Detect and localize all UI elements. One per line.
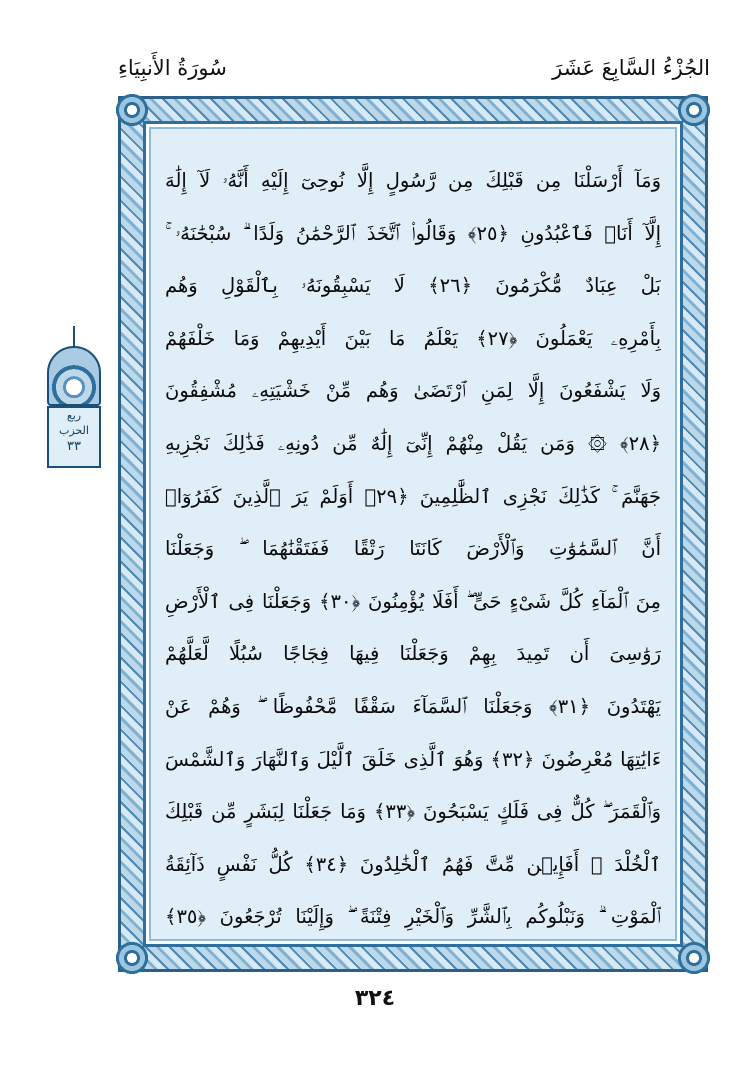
hizb-label (47, 406, 101, 468)
text-line-6: ﴿٢٨﴾ ۞ وَمَن يَقُلْ مِنْهُمْ إِنِّىٓ إِلَٰهٌ مِّن دُونِهِۦ فَذَٰلِكَ نَجْزِيهِ (165, 431, 661, 455)
page-ornamental-frame (118, 96, 708, 972)
hizb-number: ٣٣ (67, 439, 81, 454)
hizb-quarter-marker (41, 338, 107, 472)
text-line-11: يَهْتَدُونَ ﴿٣١﴾ وَجَعَلْنَا ٱلسَّمَآءَ سَقْفًا مَّحْفُوظًا ۖ وَهُمْ عَنْ (165, 694, 661, 718)
ayah-lines (165, 155, 661, 944)
surah-header: سُورَةُ الأَنبِيَاءِ (118, 56, 227, 80)
frame-inner-border (143, 121, 683, 947)
text-line-1: وَمَآ أَرْسَلْنَا مِن قَبْلِكَ مِن رَّسُولٍ إِلَّا نُوحِىٓ إِلَيْهِ أَنَّهُۥ لَآ إِلَٰهَ (165, 169, 661, 192)
text-panel (149, 127, 677, 941)
text-line-15: ٱلْمَوْتِ ۗ وَنَبْلُوكُم بِٱلشَّرِّ وَٱلْخَيْرِ فِتْنَةً ۖ وَإِلَيْنَا تُرْجَعُونَ ﴿٣٥﴾ (165, 905, 661, 929)
text-line-10: رَوَٰسِىَ أَن تَمِيدَ بِهِمْ وَجَعَلْنَا فِيهَا فِجَاجًا سُبُلًا لَّعَلَّهُمْ (165, 642, 661, 666)
text-line-3: بَلْ عِبَادٌ مُّكْرَمُونَ ﴿٢٦﴾ لَا يَسْبِقُونَهُۥ بِٱلْقَوْلِ وَهُم (165, 274, 661, 298)
text-line-4: بِأَمْرِهِۦ يَعْمَلُونَ ﴿٢٧﴾ يَعْلَمُ مَا بَيْنَ أَيْدِيهِمْ وَمَا خَلْفَهُمْ (165, 326, 661, 350)
text-line-14: ٱلْخُلْدَ ۖ أَفَإِي۟ن مِّتَّ فَهُمُ ٱلْخَٰلِدُونَ ﴿٣٤﴾ كُلُّ نَفْسٍ ذَآئِقَةُ (165, 852, 661, 876)
hizb-quarter-text: ربع (66, 409, 82, 422)
text-line-8: أَنَّ ٱلسَّمَٰوَٰتِ وَٱلْأَرْضَ كَانَتَا رَتْقًا فَفَتَقْنَٰهُمَا ۖ وَجَعَلْنَا (165, 537, 661, 561)
juz-header: الجُزْءُ السَّابِعَ عَشَرَ (552, 56, 710, 80)
text-line-5: وَلَا يَشْفَعُونَ إِلَّا لِمَنِ ٱرْتَضَىٰ وَهُم مِّنْ خَشْيَتِهِۦ مُشْفِقُونَ (165, 379, 661, 403)
text-line-7: جَهَنَّمَ ۚ كَذَٰلِكَ نَجْزِى ٱلظَّٰلِمِينَ ﴿٢٩﴾ أَوَلَمْ يَرَ ٱلَّذِينَ كَفَرُوٓا۟ (165, 484, 661, 508)
text-line-13: وَٱلْقَمَرَ ۖ كُلٌّ فِى فَلَكٍ يَسْبَحُونَ ﴿٣٣﴾ وَمَا جَعَلْنَا لِبَشَرٍ مِّن قَبْلِكَ (165, 800, 661, 824)
text-line-9: مِنَ ٱلْمَآءِ كُلَّ شَىْءٍ حَىٍّ ۖ أَفَلَا يُؤْمِنُونَ ﴿٣٠﴾ وَجَعَلْنَا فِى ٱلْأَرْضِ (165, 589, 661, 613)
marker-dome-ornament (47, 346, 101, 406)
text-line-12: ءَايَٰتِهَا مُعْرِضُونَ ﴿٣٢﴾ وَهُوَ ٱلَّذِى خَلَقَ ٱلَّيْلَ وَٱلنَّهَارَ وَٱلشَّمْسَ (165, 747, 661, 771)
page-number: ٣٢٤ (354, 986, 396, 1011)
text-line-2: إِلَّآ أَنَا۠ فَٱعْبُدُونِ ﴿٢٥﴾ وَقَالُوا۟ ٱتَّخَذَ ٱلرَّحْمَٰنُ وَلَدًا ۗ سُبْحَٰنَهُۥ ۚ (165, 221, 661, 245)
hizb-text: الحزب (59, 424, 89, 437)
